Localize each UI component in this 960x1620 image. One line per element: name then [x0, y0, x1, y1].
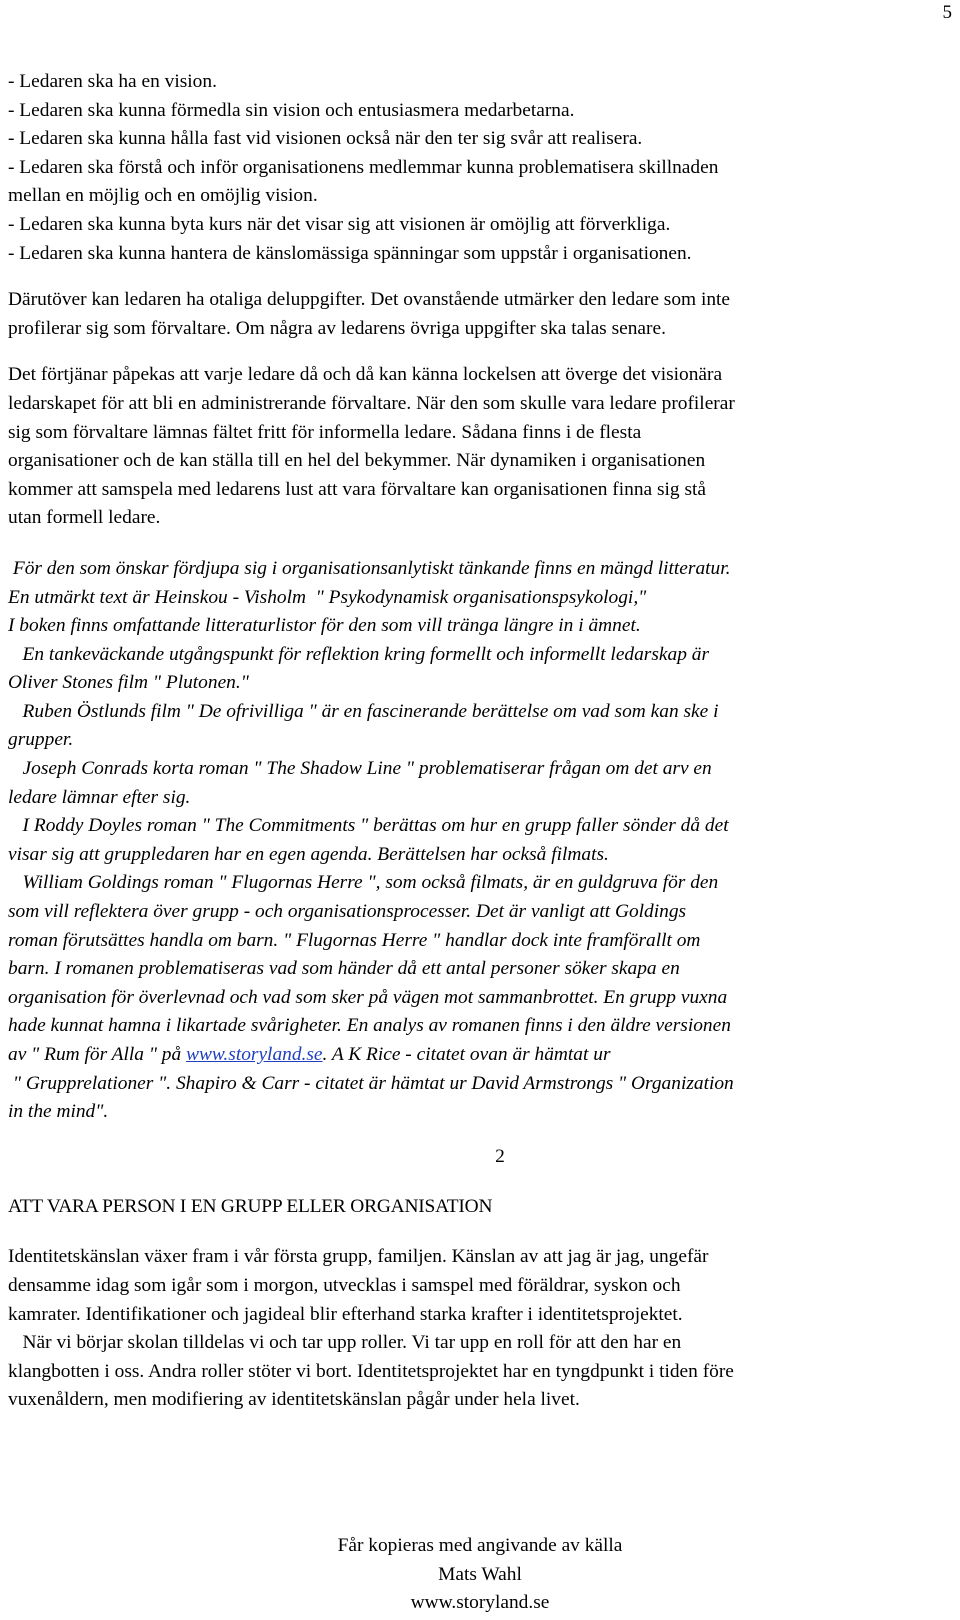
text-line: Ruben Östlunds film " De ofrivilliga " är en fascinerande berättelse om vad som kan ske i — [8, 700, 719, 722]
list-item: - Ledaren ska ha en vision. — [8, 71, 217, 92]
text-line: Identitetskänslan växer fram i vår första grupp, familjen. Känslan av att jag är jag, ungefär — [8, 1246, 709, 1268]
text-line: in the mind". — [8, 1101, 109, 1123]
text-line: vuxenåldern, men modifiering av identitetskänslan pågår under hela livet. — [8, 1389, 580, 1411]
text-line: grupper. — [8, 729, 74, 751]
list-item: - Ledaren ska kunna hantera de känslomässiga spänningar som uppstår i organisationen. — [8, 242, 692, 264]
text-line: klangbotten i oss. Andra roller stöter vi bort. Identitetsprojektet har en tyngdpunkt i tiden före — [8, 1360, 734, 1382]
literature-references — [8, 555, 952, 1127]
footer-website: www.storyland.se — [410, 1592, 550, 1614]
text-line: ledare lämnar efter sig. — [8, 786, 191, 808]
paragraph-subtasks — [8, 286, 952, 343]
text-line: barn. I romanen problematiseras vad som händer då ett antal personer söker skapa en — [8, 958, 680, 980]
text-line: hade kunnat hamna i likartade svårigheter. En analys av romanen finns i den äldre versionen — [8, 1015, 731, 1037]
text-line: utan formell ledare. — [8, 507, 161, 529]
text-line: I Roddy Doyles roman " The Commitments " berättas om hur en grupp faller sönder då det — [8, 815, 729, 837]
text-line: kamrater. Identifikationer och jagideal blir efterhand starka krafter i identitetsprojektet. — [8, 1303, 683, 1325]
text-line: En tankeväckande utgångspunkt för reflektion kring formellt och informellt ledarskap är — [8, 643, 709, 665]
footer-author: Mats Wahl — [438, 1563, 522, 1585]
text-line: profilerar sig som förvaltare. Om några av ledarens övriga uppgifter ska talas senare. — [8, 317, 666, 339]
text-line: kommer att samspela med ledarens lust att vara förvaltare kan organisationen finna sig stå — [8, 478, 707, 500]
text-line: organisation för överlevnad och vad som sker på vägen mot sammanbrottet. En grupp vuxna — [8, 986, 728, 1008]
text-line: ledarskapet för att bli en administrerande förvaltare. När den som skulle vara ledare profilerar — [8, 392, 735, 414]
text-line: visar sig att gruppledaren har en egen agenda. Berättelsen har också filmats. — [8, 843, 609, 865]
text-line: som vill reflektera över grupp - och organisationsprocesser. Det är vanligt att Goldings — [8, 901, 687, 923]
list-item: - Ledaren ska kunna förmedla sin vision och entusiasmera medarbetarna. — [8, 99, 575, 121]
text-line: När vi börjar skolan tilldelas vi och tar upp roller. Vi tar upp en roll för att den har en — [8, 1332, 682, 1354]
text-line: Därutöver kan ledaren ha otaliga deluppgifter. Det ovanstående utmärker den ledare som inte — [8, 289, 731, 311]
page-footer — [0, 1532, 960, 1618]
section-number: 2 — [495, 1145, 505, 1167]
text-span: av " Rum för Alla " på — [8, 1044, 187, 1065]
text-line: organisationer och de kan ställa till en hel del bekymmer. När dynamiken i organisationen — [8, 450, 706, 472]
text-line: sig som förvaltare lämnas fältet fritt för informella ledare. Sådana finns i de flesta — [8, 421, 642, 443]
text-line: roman förutsättes handla om barn. " Flugornas Herre " handlar dock inte framförallt om — [8, 929, 701, 951]
text-line: För den som önskar fördjupa sig i organisationsanlytiskt tänkande finns en mängd litteratur. — [8, 557, 731, 579]
list-item: - Ledaren ska förstå och inför organisationens medlemmar kunna problematisera skillnaden — [8, 156, 719, 178]
text-line: Joseph Conrads korta roman " The Shadow Line " problematiserar frågan om det arv en — [8, 758, 712, 780]
list-item: mellan en möjlig och en omöjlig vision. — [8, 185, 318, 207]
page-number: 5 — [942, 2, 952, 23]
document-body — [8, 68, 952, 1415]
text-line: En utmärkt text är Heinskou - Visholm " Psykodynamisk organisationspsykologi," — [8, 586, 647, 608]
paragraph-temptation — [8, 361, 952, 533]
text-line: Det förtjänar påpekas att varje ledare då och då kan känna lockelsen att överge det visionära — [8, 364, 723, 386]
paragraph-identity — [8, 1243, 952, 1415]
text-line: William Goldings roman " Flugornas Herre ", som också filmats, är en guldgruva för den — [8, 872, 719, 894]
text-line: Oliver Stones film " Plutonen." — [8, 672, 249, 694]
list-item: - Ledaren ska kunna byta kurs när det visar sig att visionen är omöjlig att förverkliga. — [8, 213, 671, 235]
text-span: . A K Rice - citatet ovan är hämtat ur — [322, 1044, 611, 1065]
text-line: " Grupprelationer ". Shapiro & Carr - citatet är hämtat ur David Armstrongs " Organization — [8, 1072, 734, 1094]
leader-requirements-list — [8, 68, 952, 268]
text-line: densamme idag som igår som i morgon, utvecklas i samspel med föräldrar, syskon och — [8, 1274, 681, 1296]
text-line-with-link — [8, 1041, 952, 1070]
list-item: - Ledaren ska kunna hålla fast vid visionen också när den ter sig svår att realisera. — [8, 128, 643, 150]
storyland-link[interactable]: www.storyland.se — [186, 1044, 323, 1065]
footer-copy-notice: Får kopieras med angivande av källa — [337, 1535, 623, 1556]
text-line: I boken finns omfattande litteraturlistor för den som vill tränga längre in i ämnet. — [8, 615, 641, 637]
section-title: ATT VARA PERSON I EN GRUPP ELLER ORGANISATION — [8, 1195, 493, 1217]
